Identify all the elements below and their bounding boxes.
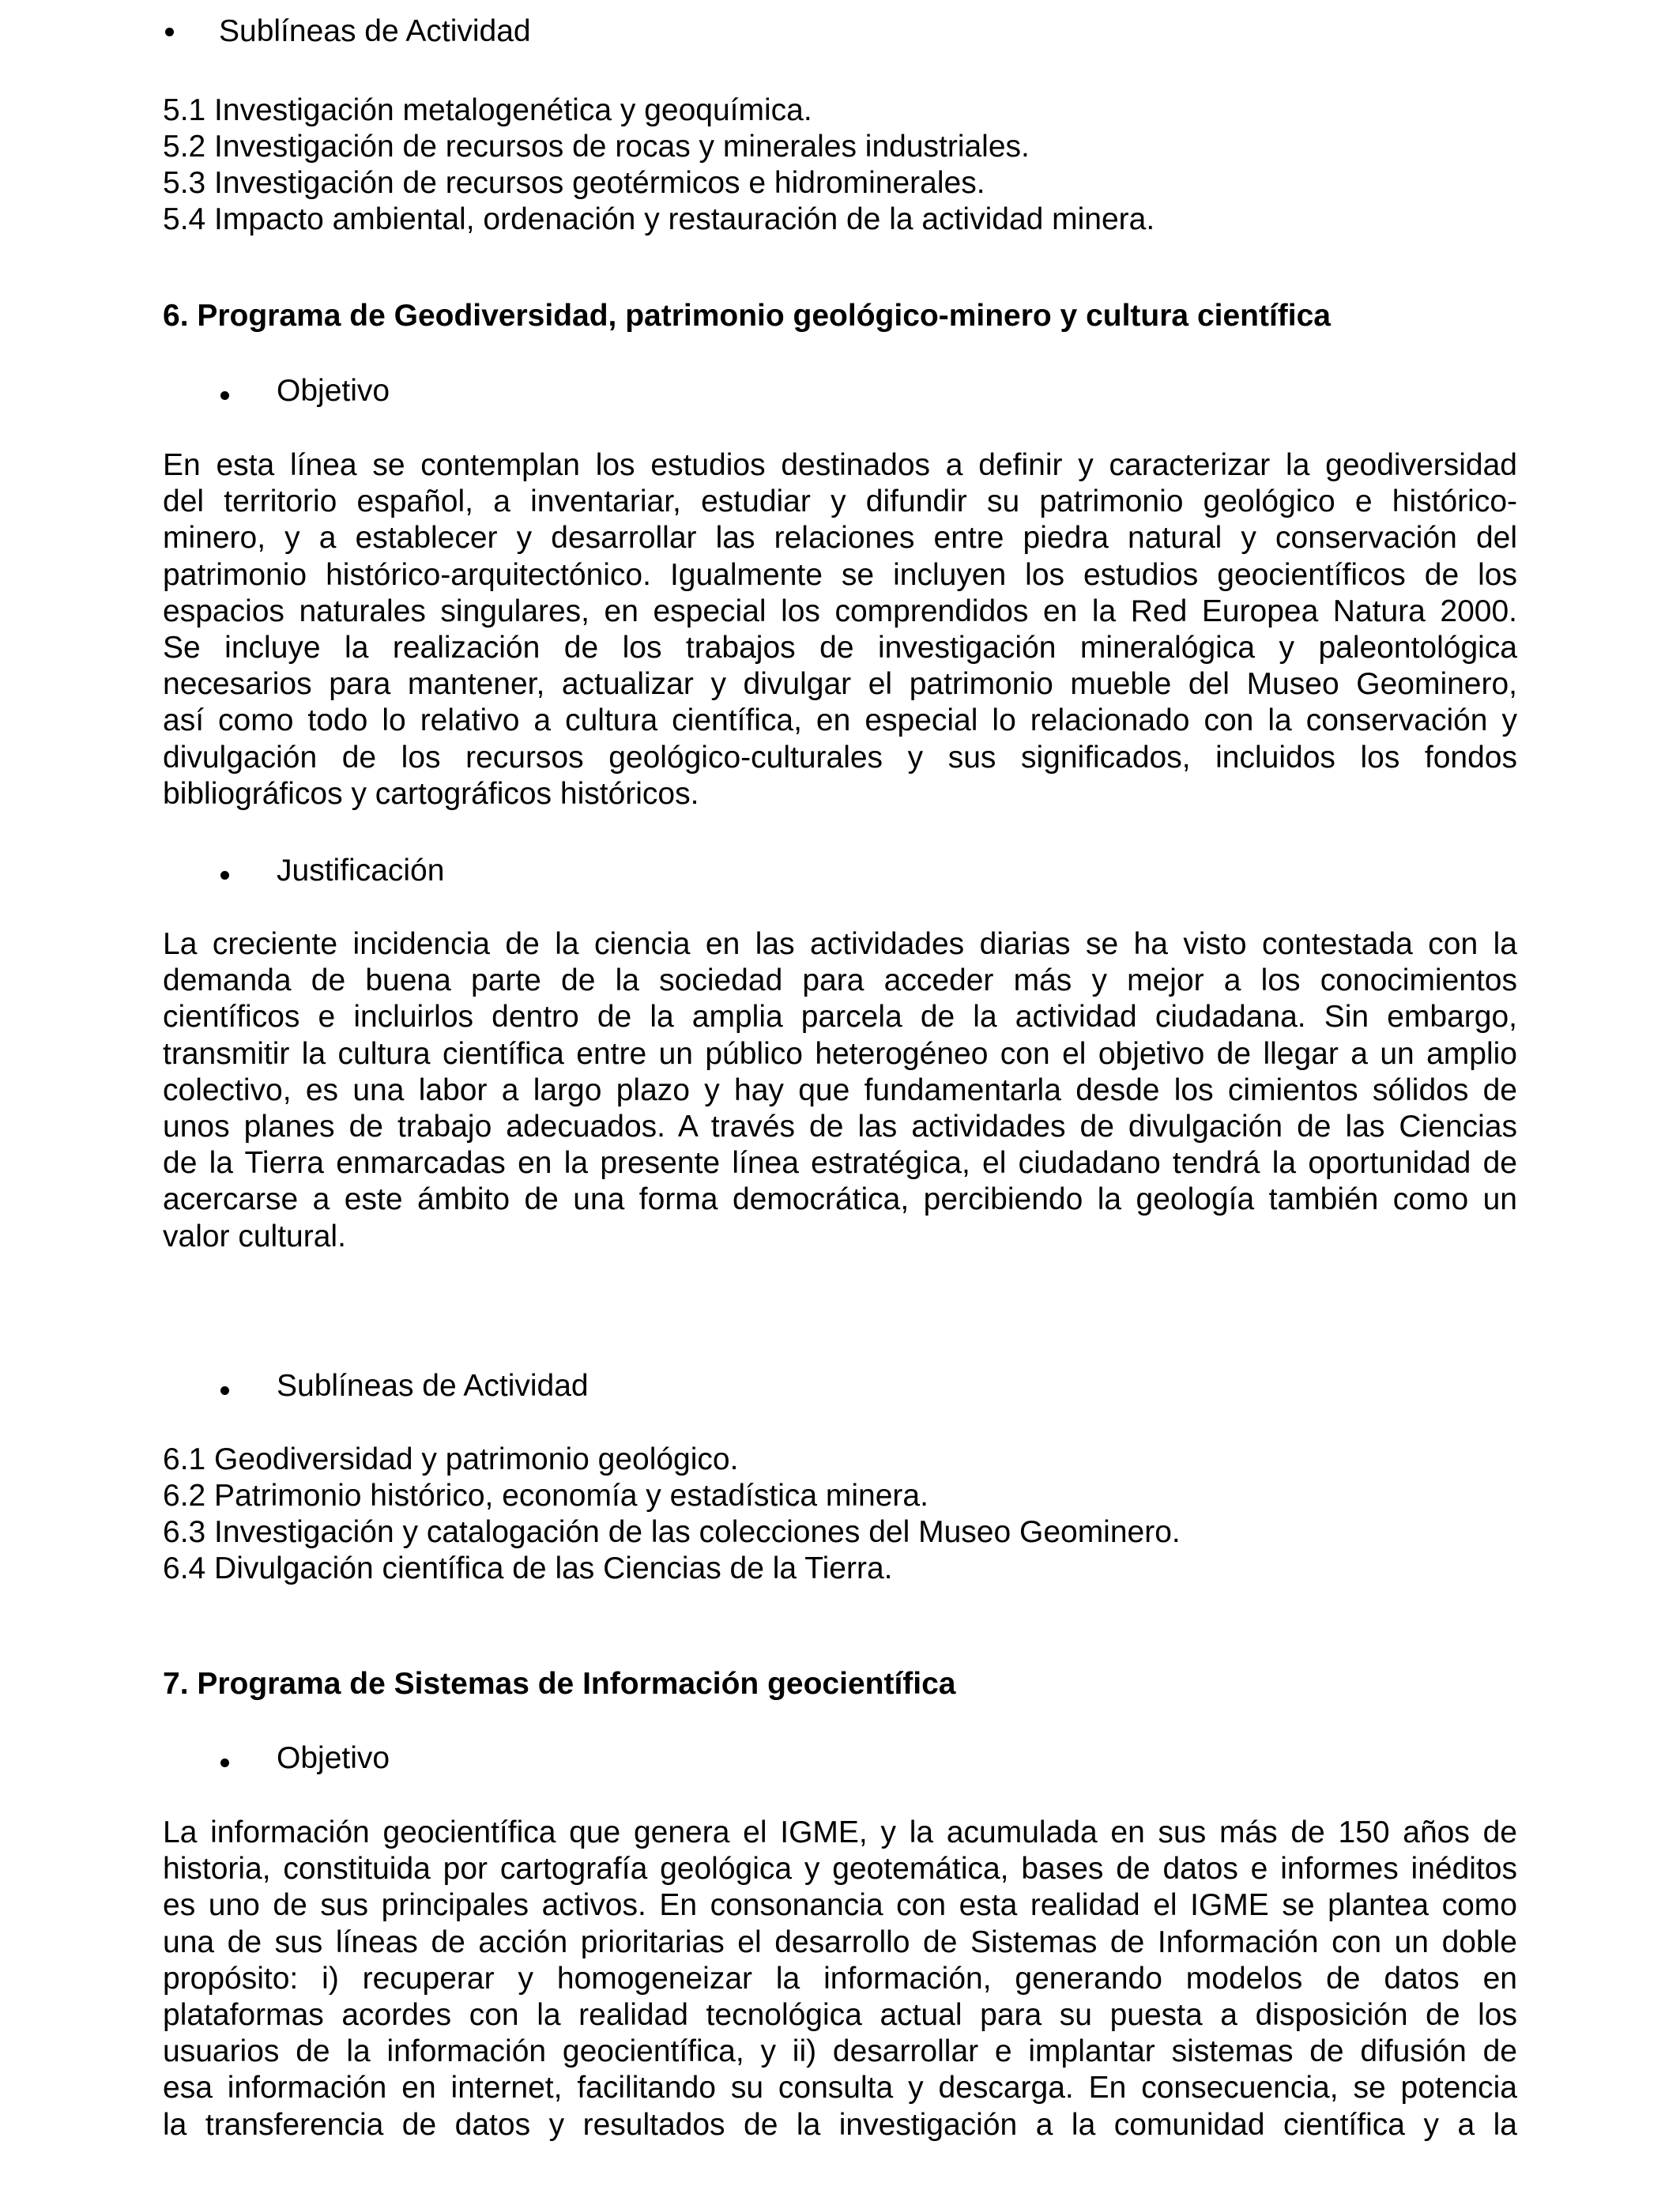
paragraph-line: La creciente incidencia de la ciencia en las actividades diarias se ha visto contestada con la (163, 927, 1517, 961)
bullet-dot (220, 1386, 229, 1395)
subline-5-3: 5.3 Investigación de recursos geotérmicos e hidrominerales. (163, 166, 985, 200)
subline-6-4: 6.4 Divulgación científica de las Ciencias de la Tierra. (163, 1551, 893, 1585)
paragraph-line: espacios naturales singulares, en especial los comprendidos en la Red Europea Natura 2000. (163, 594, 1517, 628)
paragraph-line: Se incluye la realización de los trabajos de investigación mineralógica y paleontológica (163, 630, 1517, 665)
subline-6-2: 6.2 Patrimonio histórico, economía y estadística minera. (163, 1479, 929, 1513)
bullet-label: Objetivo (277, 1741, 390, 1775)
bullet-dot (220, 391, 229, 400)
paragraph-line: demanda de buena parte de la sociedad para acceder más y mejor a los conocimientos (163, 963, 1517, 998)
subline-6-1: 6.1 Geodiversidad y patrimonio geológico. (163, 1442, 739, 1476)
subline-6-3: 6.3 Investigación y catalogación de las colecciones del Museo Geominero. (163, 1515, 1181, 1549)
paragraph-line: colectivo, es una labor a largo plazo y hay que fundamentarla desde los cimientos sólidos de (163, 1072, 1517, 1107)
bullet-label: Objetivo (277, 374, 390, 408)
bullet-label: Justificación (277, 854, 445, 888)
paragraph-line: científicos e incluirlos dentro de la amplia parcela de la actividad ciudadana. Sin embargo, (163, 1000, 1517, 1035)
paragraph-line: historia, constituida por cartografía geológica y geotemática, bases de datos e informes inéditos (163, 1852, 1517, 1887)
subline-5-2: 5.2 Investigación de recursos de rocas y minerales industriales. (163, 130, 1030, 164)
paragraph-line: transmitir la cultura científica entre un público heterogéneo con el objetivo de llegar a un amplio (163, 1036, 1517, 1071)
paragraph-line: así como todo lo relativo a cultura científica, en especial lo relacionado con la conservación y (163, 703, 1517, 738)
section-7-heading: 7. Programa de Sistemas de Información geocientífica (163, 1667, 956, 1701)
section-6-heading: 6. Programa de Geodiversidad, patrimonio geológico-minero y cultura científica (163, 299, 1332, 333)
paragraph-line: propósito: i) recuperar y homogeneizar la información, generando modelos de datos en (163, 1961, 1517, 1996)
paragraph-line: del territorio español, a inventariar, estudiar y difundir su patrimonio geológico e histórico- (163, 484, 1517, 519)
paragraph-line: necesarios para mantener, actualizar y divulgar el patrimonio mueble del Museo Geominero, (163, 667, 1517, 702)
section-7-objetivo-paragraph (163, 1815, 1517, 2143)
paragraph-line: valor cultural. (163, 1219, 346, 1253)
bullet-label: Sublíneas de Actividad (277, 1369, 589, 1403)
paragraph-line: usuarios de la información geocientífica, y ii) desarrollar e implantar sistemas de difusión de (163, 2034, 1517, 2069)
paragraph-line: de la Tierra enmarcadas en la presente línea estratégica, el ciudadano tendrá la oportunidad de (163, 1146, 1517, 1181)
paragraph-line: minero, y a establecer y desarrollar las relaciones entre piedra natural y conservación del (163, 521, 1517, 556)
paragraph-line: En esta línea se contemplan los estudios destinados a definir y caracterizar la geodiversidad (163, 448, 1517, 482)
section-6-justificacion-paragraph (163, 926, 1517, 1255)
paragraph-line: La información geocientífica que genera el IGME, y la acumulada en sus más de 150 años de (163, 1815, 1517, 1849)
paragraph-line: una de sus líneas de acción prioritarias el desarrollo de Sistemas de Información con un doble (163, 1924, 1517, 1959)
bullet-dot (220, 1759, 229, 1767)
paragraph-line: unos planes de trabajo adecuados. A través de las actividades de divulgación de las Ciencias (163, 1109, 1517, 1144)
paragraph-line: esa información en internet, facilitando su consulta y descarga. En consecuencia, se potencia (163, 2071, 1517, 2105)
subline-5-1: 5.1 Investigación metalogenética y geoquímica. (163, 93, 812, 127)
paragraph-line: es uno de sus principales activos. En consonancia con esta realidad el IGME se plantea como (163, 1888, 1517, 1923)
paragraph-line: divulgación de los recursos geológico-culturales y sus significados, incluidos los fondos (163, 740, 1517, 775)
bullet-dot (220, 871, 229, 880)
paragraph-line: plataformas acordes con la realidad tecnológica actual para su puesta a disposición de los (163, 1997, 1517, 2032)
paragraph-line: patrimonio histórico-arquitectónico. Igualmente se incluyen los estudios geocientíficos de los (163, 557, 1517, 592)
section-6-objetivo-paragraph (163, 447, 1517, 812)
paragraph-line: acercarse a este ámbito de una forma democrática, percibiendo la geología también como un (163, 1182, 1517, 1217)
bullet-label: Sublíneas de Actividad (219, 14, 531, 48)
subline-5-4: 5.4 Impacto ambiental, ordenación y restauración de la actividad minera. (163, 202, 1155, 236)
bullet-dot (165, 28, 174, 36)
paragraph-line: la transferencia de datos y resultados de la investigación a la comunidad científica y a la (163, 2107, 1517, 2142)
paragraph-line: bibliográficos y cartográficos históricos. (163, 776, 699, 811)
